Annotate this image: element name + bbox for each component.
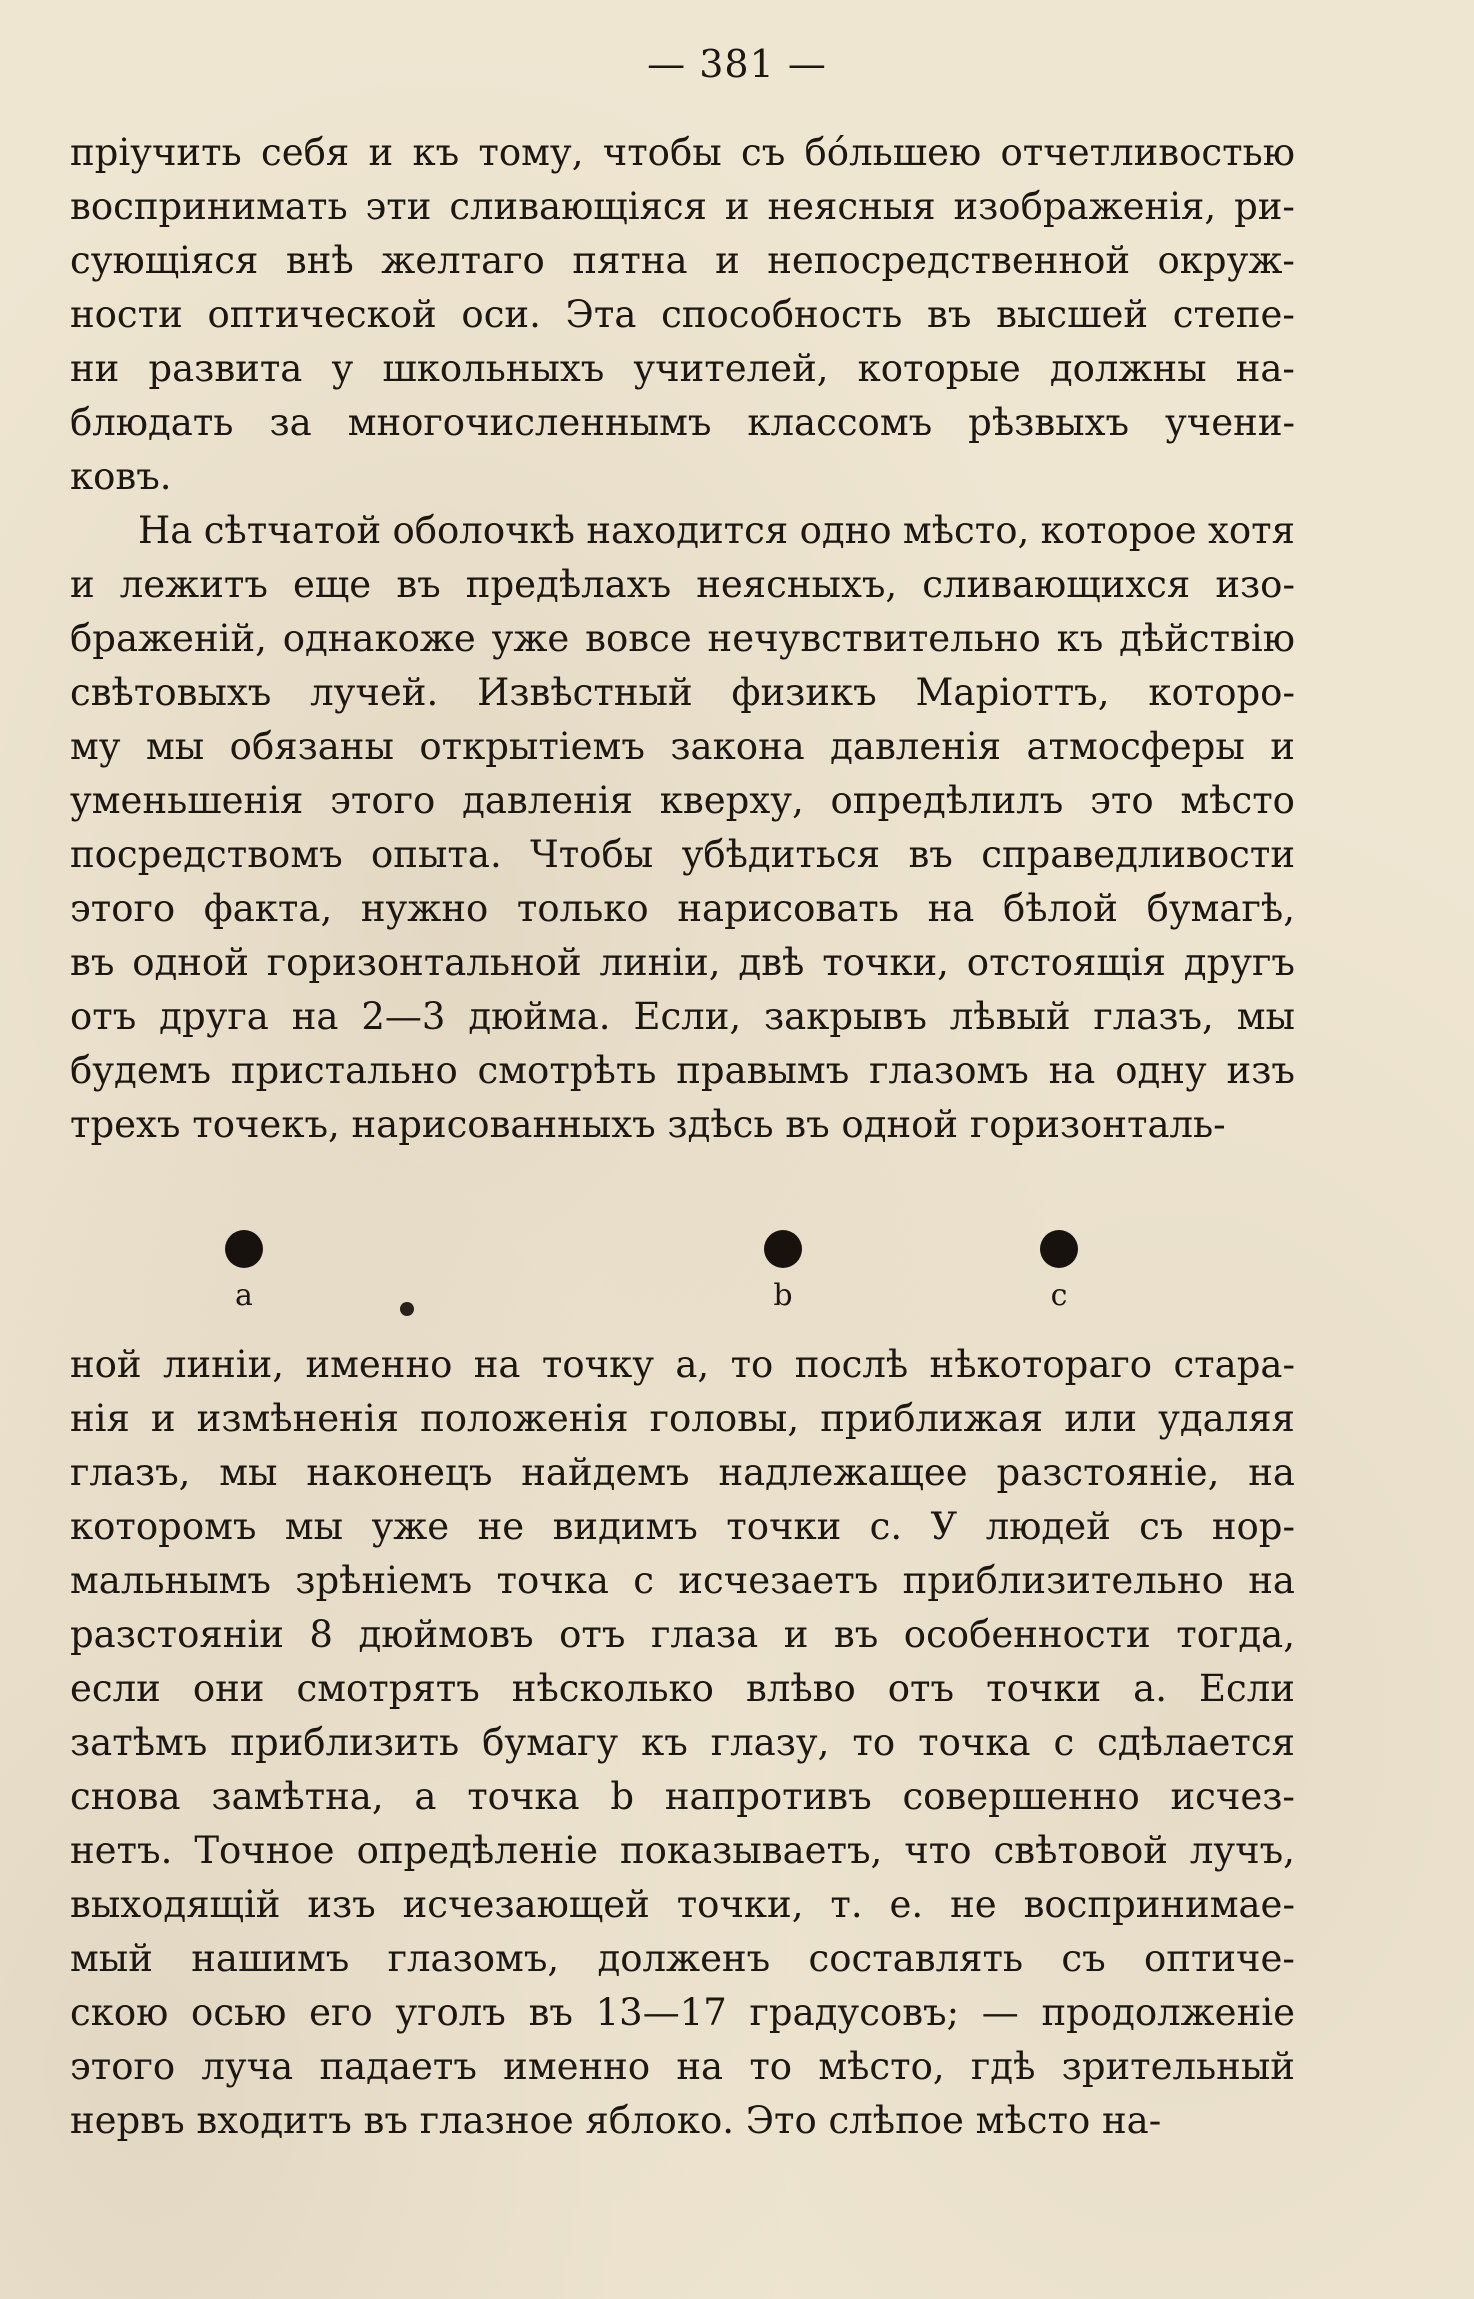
text-line: трехъ точекъ, нарисованныхъ здѣсь въ одной горизонталь- (70, 1103, 1226, 1146)
dot-label-c: c (1050, 1278, 1068, 1313)
text-line: прiучить себя и къ тому, чтобы съ бо́льшею отчетливостью (70, 131, 1295, 174)
text-line: браженiй, однакоже уже вовсе нечувствительно къ дѣйствiю (70, 617, 1295, 660)
text-line: нiя и измѣненiя положенiя головы, приближая или удаляя (70, 1397, 1295, 1440)
text-line: въ одной горизонтальной линiи, двѣ точки, отстоящiя другъ (70, 941, 1295, 984)
paragraph-3 (70, 1338, 1295, 2148)
text-line: будемъ пристально смотрѣть правымъ глазомъ на одну изъ (70, 1049, 1295, 1092)
text-line: нетъ. Точное опредѣленiе показываетъ, что свѣтовой лучъ, (70, 1829, 1295, 1872)
ink-smudge (400, 1302, 414, 1316)
text-line: глазъ, мы наконецъ найдемъ надлежащее разстоянiе, на (70, 1451, 1295, 1494)
paragraph-1 (70, 126, 1295, 504)
text-line: воспринимать эти сливающiяся и неясныя изображенiя, ри- (70, 185, 1295, 228)
text-line: которомъ мы уже не видимъ точки с. У людей съ нор- (70, 1505, 1295, 1548)
text-line: сующiяся внѣ желтаго пятна и непосредственной окруж- (70, 239, 1295, 282)
text-line: выходящiй изъ исчезающей точки, т. е. не воспринимае- (70, 1883, 1295, 1926)
text-line: свѣтовыхъ лучей. Извѣстный физикъ Марiоттъ, которо- (70, 671, 1295, 714)
text-line: снова замѣтна, а точка b напротивъ совершенно исчез- (70, 1775, 1295, 1818)
text-line: разстоянiи 8 дюймовъ отъ глаза и въ особенности тогда, (70, 1613, 1295, 1656)
paragraph-2 (70, 504, 1295, 1152)
text-line: му мы обязаны открытiемъ закона давленiя атмосферы и (70, 725, 1295, 768)
text-line: ности оптической оси. Эта способность въ высшей степе- (70, 293, 1295, 336)
text-line: скою осью его уголъ въ 13—17 градусовъ; — продолженiе (70, 1991, 1295, 2034)
text-line: ни развита у школьныхъ учителей, которые должны на- (70, 347, 1295, 390)
text-line: мый нашимъ глазомъ, долженъ составлять съ оптиче- (70, 1937, 1295, 1980)
dot-b (764, 1230, 802, 1268)
text-line: мальнымъ зрѣнiемъ точка с исчезаетъ приблизительно на (70, 1559, 1295, 1602)
blind-spot-figure (0, 1210, 1474, 1330)
text-line: уменьшенiя этого давленiя кверху, опредѣлилъ это мѣсто (70, 779, 1295, 822)
text-line: На сѣтчатой оболочкѣ находится одно мѣсто, которое хотя (138, 509, 1295, 552)
text-line: этого луча падаетъ именно на то мѣсто, гдѣ зрительный (70, 2045, 1295, 2088)
text-line: ной линiи, именно на точку а, то послѣ нѣкотораго стара- (70, 1343, 1295, 1386)
dot-a (225, 1230, 263, 1268)
text-line: если они смотрятъ нѣсколько влѣво отъ точки а. Если (70, 1667, 1295, 1710)
text-line: посредствомъ опыта. Чтобы убѣдиться въ справедливости (70, 833, 1295, 876)
dot-c (1040, 1230, 1078, 1268)
text-line: блюдать за многочисленнымъ классомъ рѣзвыхъ учени- (70, 401, 1295, 444)
text-line: отъ друга на 2—3 дюйма. Если, закрывъ лѣвый глазъ, мы (70, 995, 1295, 1038)
text-line: этого факта, нужно только нарисовать на бѣлой бумагѣ, (70, 887, 1295, 930)
text-line: и лежитъ еще въ предѣлахъ неясныхъ, сливающихся изо- (70, 563, 1295, 606)
dot-label-b: b (773, 1278, 793, 1313)
dot-label-a: a (235, 1278, 253, 1313)
text-line: затѣмъ приблизить бумагу къ глазу, то точка с сдѣлается (70, 1721, 1295, 1764)
text-line: ковъ. (70, 455, 172, 498)
page-number: — 381 — (647, 42, 827, 86)
text-line: нервъ входитъ въ глазное яблоко. Это слѣпое мѣсто на- (70, 2099, 1162, 2142)
